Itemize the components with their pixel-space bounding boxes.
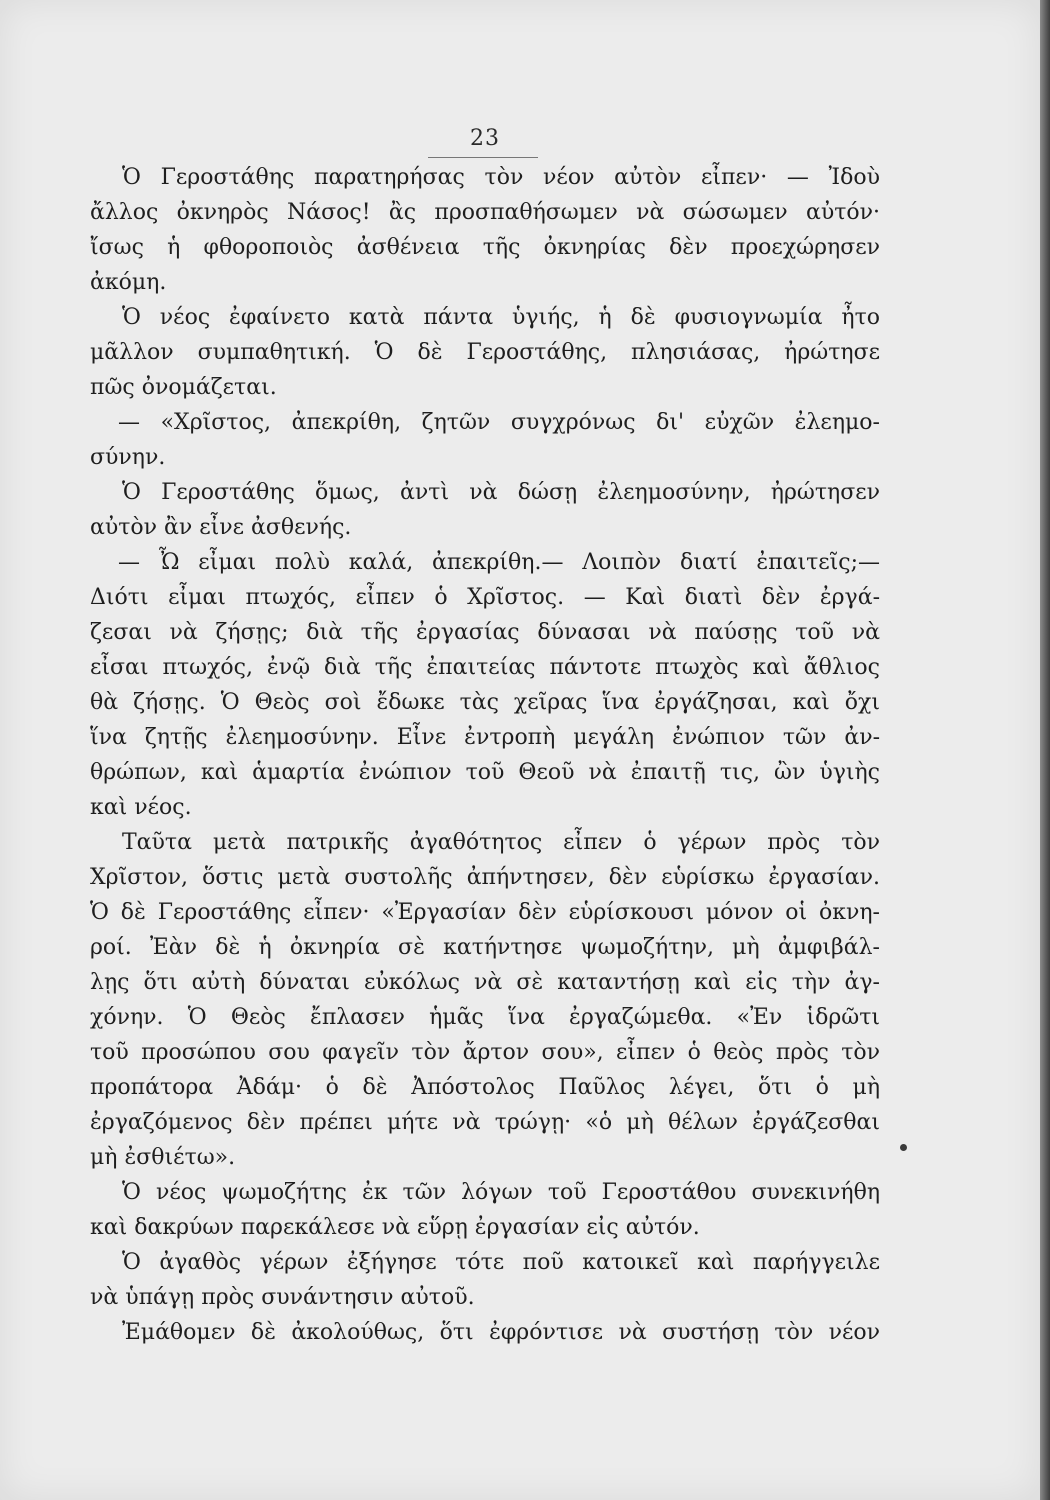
text-line: Χρῖστον, ὅστις μετὰ συστολῆς ἀπήντησεν, δὲν εὑρίσκω ἐργασίαν. bbox=[90, 865, 880, 890]
text-line: Ἐμάθομεν δὲ ἀκολούθως, ὅτι ἐφρόντισε νὰ συστήσῃ τὸν νέον bbox=[122, 1320, 880, 1345]
text-line: ἴσως ἡ φθοροποιὸς ἀσθένεια τῆς ὀκνηρίας δὲν προεχώρησεν bbox=[90, 235, 880, 260]
text-line: λῃς ὅτι αὐτὴ δύναται εὐκόλως νὰ σὲ καταντήσῃ καὶ εἰς τὴν ἀγ- bbox=[90, 970, 880, 995]
text-line: Ὁ νέος ψωμοζήτης ἐκ τῶν λόγων τοῦ Γεροστάθου συνεκινήθη bbox=[122, 1180, 880, 1205]
text-line: ἄλλος ὀκνηρὸς Νάσος! ἂς προσπαθήσωμεν νὰ σώσωμεν αὐτόν· bbox=[90, 200, 880, 225]
text-line: μὴ ἐσθιέτω». bbox=[90, 1145, 236, 1170]
text-line: ἐργαζόμενος δὲν πρέπει μήτε νὰ τρώγῃ· «ὁ μὴ θέλων ἐργάζεσθαι bbox=[90, 1110, 880, 1135]
text-line: τοῦ προσώπου σου φαγεῖν τὸν ἄρτον σου», εἶπεν ὁ θεὸς πρὸς τὸν bbox=[90, 1040, 880, 1065]
text-line: προπάτορα Ἀδάμ· ὁ δὲ Ἀπόστολος Παῦλος λέγει, ὅτι ὁ μὴ bbox=[90, 1075, 880, 1100]
text-line: Ταῦτα μετὰ πατρικῆς ἀγαθότητος εἶπεν ὁ γέρων πρὸς τὸν bbox=[122, 830, 880, 855]
text-line: — «Χρῖστος, ἀπεκρίθη, ζητῶν συγχρόνως δι' εὐχῶν ἐλεημο- bbox=[118, 410, 880, 435]
text-line: πῶς ὀνομάζεται. bbox=[90, 375, 277, 400]
ink-speck bbox=[900, 1144, 907, 1151]
text-line: Ὁ Γεροστάθης ὅμως, ἀντὶ νὰ δώσῃ ἐλεημοσύνην, ἠρώτησεν bbox=[122, 480, 880, 505]
text-line: ἀκόμη. bbox=[90, 270, 167, 295]
text-line: καὶ δακρύων παρεκάλεσε νὰ εὕρῃ ἐργασίαν εἰς αὐτόν. bbox=[90, 1215, 700, 1240]
text-line: ζεσαι νὰ ζήσῃς; διὰ τῆς ἐργασίας δύνασαι νὰ παύσῃς τοῦ νὰ bbox=[90, 620, 880, 645]
text-line: Ὁ δὲ Γεροστάθης εἶπεν· «Ἐργασίαν δὲν εὑρίσκουσι μόνον οἱ ὀκνη- bbox=[90, 900, 880, 925]
text-line: εἶσαι πτωχός, ἐνῷ διὰ τῆς ἐπαιτείας πάντοτε πτωχὸς καὶ ἄθλιος bbox=[90, 655, 880, 680]
text-line: Διότι εἶμαι πτωχός, εἶπεν ὁ Χρῖστος. — Καὶ διατὶ δὲν ἐργά- bbox=[90, 585, 880, 610]
text-line: — Ὦ εἶμαι πολὺ καλά, ἀπεκρίθη.— Λοιπὸν διατί ἐπαιτεῖς;— bbox=[118, 550, 880, 575]
text-line: Ὁ νέος ἐφαίνετο κατὰ πάντα ὑγιής, ἡ δὲ φυσιογνωμία ἦτο bbox=[122, 305, 880, 330]
text-line: χόνην. Ὁ Θεὸς ἔπλασεν ἡμᾶς ἵνα ἐργαζώμεθα. «Ἐν ἱδρῶτι bbox=[90, 1005, 880, 1030]
text-line: νὰ ὑπάγῃ πρὸς συνάντησιν αὐτοῦ. bbox=[90, 1285, 475, 1310]
page-number: 23 bbox=[470, 126, 500, 151]
page-edge-shadow bbox=[1040, 0, 1050, 1500]
text-line: καὶ νέος. bbox=[90, 795, 192, 820]
text-line: σύνην. bbox=[90, 445, 166, 470]
text-line: Ὁ ἀγαθὸς γέρων ἐξήγησε τότε ποῦ κατοικεῖ καὶ παρήγγειλε bbox=[122, 1250, 880, 1275]
text-line: θὰ ζήσῃς. Ὁ Θεὸς σοὶ ἔδωκε τὰς χεῖρας ἵνα ἐργάζησαι, καὶ ὄχι bbox=[90, 690, 880, 715]
text-line: Ὁ Γεροστάθης παρατηρήσας τὸν νέον αὐτὸν εἶπεν· — Ἰδοὺ bbox=[122, 165, 880, 190]
text-line: ἵνα ζητῇς ἐλεημοσύνην. Εἶνε ἐντροπὴ μεγάλη ἐνώπιον τῶν ἀν- bbox=[90, 725, 880, 750]
text-line: ροί. Ἐὰν δὲ ἡ ὀκνηρία σὲ κατήντησε ψωμοζήτην, μὴ ἀμφιβάλ- bbox=[90, 935, 880, 960]
body-text bbox=[90, 160, 880, 1350]
text-line: θρώπων, καὶ ἁμαρτία ἐνώπιον τοῦ Θεοῦ νὰ ἐπαιτῇ τις, ὢν ὑγιὴς bbox=[90, 760, 880, 785]
text-line: αὐτὸν ἂν εἶνε ἀσθενής. bbox=[90, 515, 352, 540]
text-line: μᾶλλον συμπαθητική. Ὁ δὲ Γεροστάθης, πλησιάσας, ἠρώτησε bbox=[90, 340, 880, 365]
page-number-rule bbox=[428, 157, 538, 158]
